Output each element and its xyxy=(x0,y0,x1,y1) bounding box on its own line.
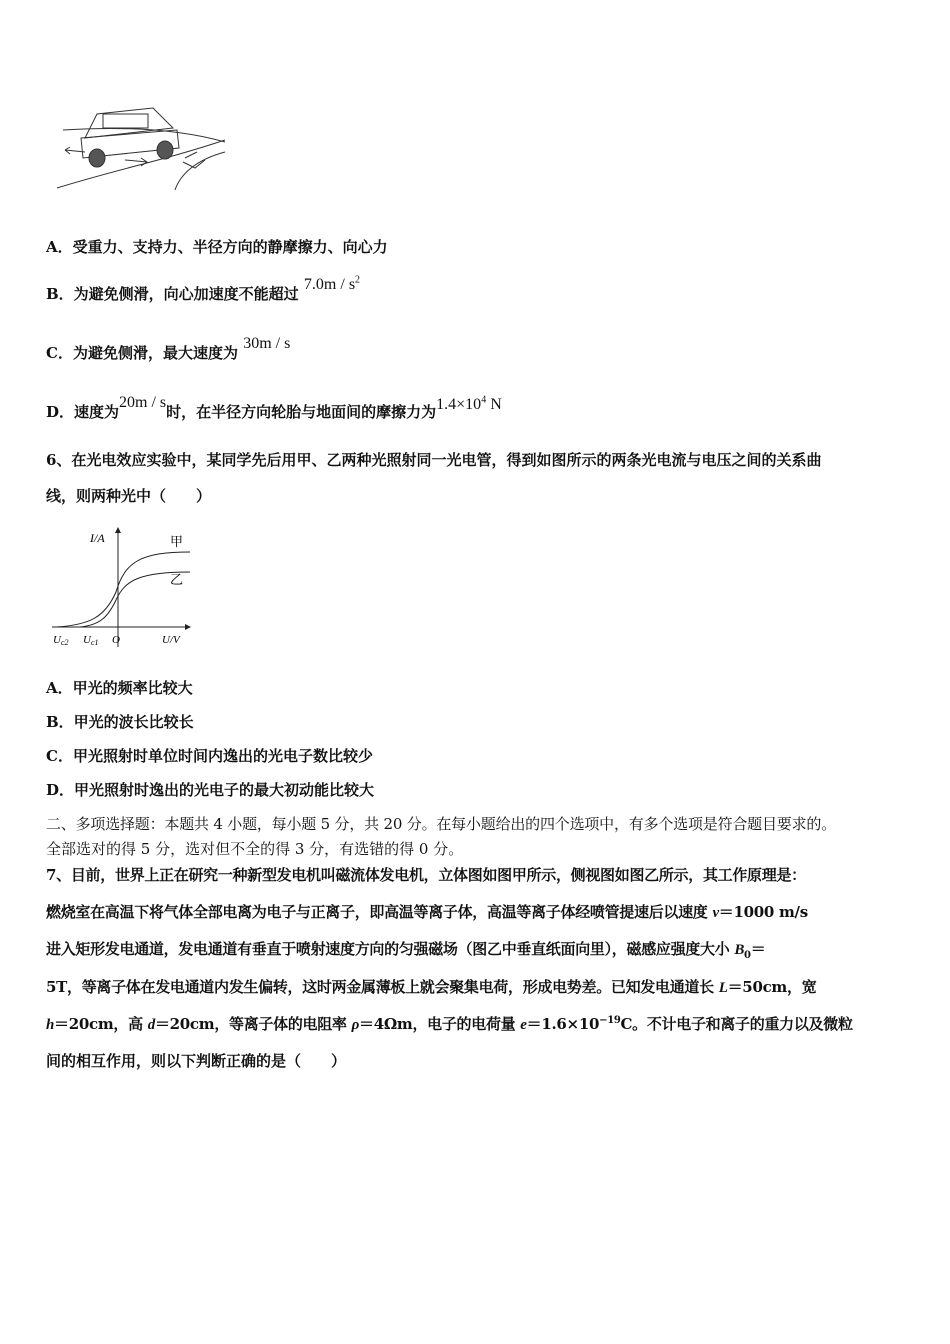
q6-option-c[interactable]: C．甲光照射时单位时间内逸出的光电子数比较少 xyxy=(46,747,373,765)
q6-stem-line1: 6、在光电效应实验中，某同学先后用甲、乙两种光照射同一光电管，得到如图所示的两条光电流与电压之间的关系曲 xyxy=(46,451,822,469)
section2-heading-line1: 二、多项选择题：本题共 4 小题，每小题 5 分，共 20 分。在每小题给出的四个选项中，有多个选项是符合题目要求的。 xyxy=(46,815,836,833)
x-axis-label: U/V xyxy=(162,634,180,646)
q6-option-a[interactable]: A．甲光的频率比较大 xyxy=(46,679,193,697)
photocurrent-voltage-graph xyxy=(50,522,200,652)
car-on-curve-figure xyxy=(55,100,230,195)
section2-heading-line2: 全部选对的得 5 分，选对但不全的得 3 分，有选错的得 0 分。 xyxy=(46,840,464,858)
q5-option-b[interactable] xyxy=(46,274,361,304)
y-axis-label: I/A xyxy=(90,531,105,545)
q5-option-a[interactable]: A．受重力、支持力、半径方向的静摩擦力、向心力 xyxy=(46,238,388,256)
q5-option-d-force: $1.4\times 10^4$ N xyxy=(436,394,502,413)
q6-option-d[interactable]: D．甲光照射时逸出的光电子的最大初动能比较大 xyxy=(46,781,375,799)
q5-option-c-value: 30m / s xyxy=(243,335,291,352)
q7-stem-line3: 进入矩形发电通道，发电通道有垂直于喷射速度方向的匀强磁场（图乙中垂直纸面向里），磁感应强度大小 $B_0=$ xyxy=(46,940,766,961)
q7-stem-line4: 5T，等离子体在发电通道内发生偏转，这时两金属薄板上就会聚集电荷，形成电势差。已知发电通道长 L＝50cm，宽 xyxy=(46,978,817,996)
q5-option-c-text: C．为避免侧滑，最大速度为 xyxy=(46,344,238,362)
q5-option-d[interactable]: D．速度为20m / s时，在半径方向轮胎与地面间的摩擦力为$1.4\times 10^4$ N xyxy=(46,394,502,421)
q6-stem-line2: 线，则两种光中（ ） xyxy=(46,487,212,505)
q7-stem-line5: h＝20cm，高 d＝20cm，等离子体的电阻率 ρ＝4Ωm，电子的电荷量 $e=1.6\times 10^{-19}C$。不计电子和离子的重力以及微粒 xyxy=(46,1015,853,1033)
q5-option-b-value: $7.0m / s^2$ xyxy=(303,274,361,293)
q7-stem-line1: 7、目前，世界上正在研究一种新型发电机叫磁流体发电机，立体图如图甲所示，侧视图如图乙所示，其工作原理是： xyxy=(46,866,806,884)
uc2-label: Uc2 xyxy=(53,634,69,647)
origin-label: O xyxy=(112,634,120,646)
curve-jia-label: 甲 xyxy=(170,534,184,549)
q5-option-c[interactable] xyxy=(46,335,291,363)
curve-yi-label: 乙 xyxy=(170,572,184,587)
q6-option-b[interactable]: B．甲光的波长比较长 xyxy=(46,713,194,731)
q7-stem-line2: 燃烧室在高温下将气体全部电离为电子与正离子，即高温等离子体，高温等离子体经喷管提速后以速度 v＝1000 m/s xyxy=(46,903,808,921)
q5-option-d-speed: 20m / s xyxy=(119,394,167,411)
q7-stem-line6: 间的相互作用，则以下判断正确的是（ ） xyxy=(46,1052,347,1070)
uc1-label: Uc1 xyxy=(83,634,99,647)
q5-option-b-text: B．为避免侧滑，向心加速度不能超过 xyxy=(46,285,299,303)
